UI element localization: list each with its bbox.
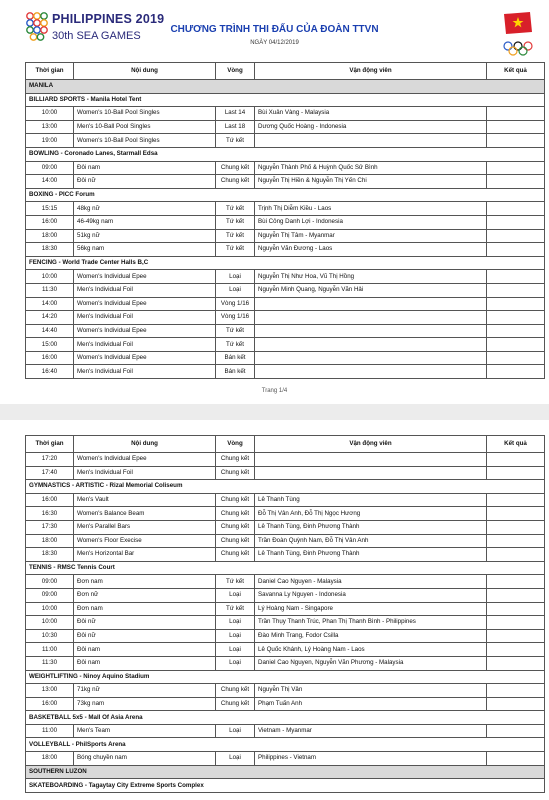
table-row [26,629,545,643]
time-cell: 17:30 [26,520,74,534]
event-cell: Women's 10-Ball Pool Singles [74,107,216,121]
venue-section-row [26,147,545,161]
table-row [26,453,545,467]
time-cell: 10:00 [26,602,74,616]
time-cell: 13:00 [26,684,74,698]
table-row [26,215,545,229]
event-cell: 46-49kg nam [74,215,216,229]
athletes-cell: Philippines - Vietnam [255,752,487,766]
round-cell: Last 14 [216,107,255,121]
round-cell: Tứ kết [216,202,255,216]
event-cell: Đôi nữ [74,616,216,630]
round-cell: Tứ kết [216,243,255,257]
page-number: Trang 1/4 [261,388,288,394]
event-cell: Đôi nam [74,643,216,657]
round-cell: Chung kết [216,175,255,189]
result-cell [487,283,545,297]
table-row [26,575,545,589]
event-cell: 71kg nữ [74,684,216,698]
region-label: MANILA [26,80,545,94]
event-cell: Đôi nam [74,161,216,175]
event-cell: Men's Horizontal Bar [74,548,216,562]
event-cell: Men's Vault [74,493,216,507]
round-cell: Loại [216,656,255,670]
event-cell: Men's Individual Foil [74,338,216,352]
round-cell: Chung kết [216,520,255,534]
table-row [26,175,545,189]
round-cell: Loại [216,283,255,297]
result-cell [487,120,545,134]
athletes-cell: Bùi Xuân Vàng - Malaysia [255,107,487,121]
table-row [26,534,545,548]
athletes-cell: Lê Thanh Tùng, Đinh Phương Thành [255,520,487,534]
round-cell: Last 18 [216,120,255,134]
time-cell: 10:30 [26,629,74,643]
athletes-cell: Nguyễn Minh Quang, Nguyễn Văn Hải [255,283,487,297]
time-cell: 10:00 [26,616,74,630]
event-cell: Đơn nữ [74,588,216,602]
round-cell: Tứ kết [216,134,255,148]
round-cell: Loại [216,588,255,602]
table-row [26,338,545,352]
round-cell: Chung kết [216,507,255,521]
result-cell [487,616,545,630]
col-result-header: Kết quả [487,63,545,80]
athletes-cell: Nguyễn Thành Phố & Huỳnh Quốc Sử Bình [255,161,487,175]
table-row [26,229,545,243]
time-cell: 11:00 [26,643,74,657]
round-cell: Chung kết [216,684,255,698]
venue-label: BILLIARD SPORTS - Manila Hotel Tent [26,93,545,107]
event-cell: Bóng chuyền nam [74,752,216,766]
event-cell: Đơn nam [74,602,216,616]
venue-section-row [26,188,545,202]
table-row [26,161,545,175]
venue-section-row [26,561,545,575]
venue-section-row [26,256,545,270]
table-row [26,602,545,616]
table-row [26,270,545,284]
col-event-header: Nội dung [74,63,216,80]
venue-label: BASKETBALL 5x5 - Mall Of Asia Arena [26,711,545,725]
table-row [26,697,545,711]
table-row [26,351,545,365]
page-header [0,0,549,62]
event-cell: Women's Individual Epee [74,297,216,311]
result-cell [487,588,545,602]
athletes-cell: Nguyễn Thị Hiền & Nguyễn Thị Yến Chi [255,175,487,189]
table-row [26,311,545,325]
col-round-header: Vòng [216,436,255,453]
venue-label: WEIGHTLIFTING - Ninoy Aquino Stadium [26,670,545,684]
event-cell: 48kg nữ [74,202,216,216]
round-cell: Chung kết [216,466,255,480]
schedule-table-2 [25,435,545,793]
time-cell: 17:40 [26,466,74,480]
logo-subtitle: 30th SEA GAMES [52,30,141,42]
table-row [26,466,545,480]
round-cell: Chung kết [216,493,255,507]
time-cell: 14:00 [26,175,74,189]
table-row [26,520,545,534]
result-cell [487,466,545,480]
table-row [26,365,545,379]
event-cell: Women's Individual Epee [74,324,216,338]
result-cell [487,107,545,121]
result-cell [487,175,545,189]
table-row [26,643,545,657]
result-cell [487,697,545,711]
round-cell: Loại [216,643,255,657]
round-cell: Loại [216,724,255,738]
result-cell [487,548,545,562]
athletes-cell: Lê Thanh Tùng, Đinh Phương Thành [255,548,487,562]
table-row [26,134,545,148]
event-cell: Men's Individual Foil [74,365,216,379]
event-cell: Đơn nam [74,575,216,589]
col-time-header: Thời gian [26,63,74,80]
time-cell: 16:00 [26,697,74,711]
round-cell: Chung kết [216,548,255,562]
athletes-cell [255,134,487,148]
athletes-cell: Trần Thụy Thanh Trúc, Phan Thị Thanh Bình - Philippines [255,616,487,630]
result-cell [487,656,545,670]
time-cell: 18:30 [26,548,74,562]
table-header-row [26,63,545,80]
round-cell: Tứ kết [216,338,255,352]
result-cell [487,575,545,589]
result-cell [487,161,545,175]
venue-label: TENNIS - RMSC Tennis Court [26,561,545,575]
time-cell: 16:30 [26,507,74,521]
time-cell: 18:00 [26,752,74,766]
venue-section-row [26,480,545,494]
time-cell: 09:00 [26,588,74,602]
venue-section-row [26,779,545,793]
table-row [26,324,545,338]
athletes-cell: Đỗ Thị Vân Anh, Đỗ Thị Ngọc Hương [255,507,487,521]
event-cell: Men's Individual Foil [74,466,216,480]
athletes-cell [255,297,487,311]
athletes-cell [255,365,487,379]
round-cell: Bán kết [216,365,255,379]
venue-label: FENCING - World Trade Center Halls B,C [26,256,545,270]
result-cell [487,202,545,216]
result-cell [487,311,545,325]
time-cell: 15:15 [26,202,74,216]
athletes-cell [255,466,487,480]
event-cell: 51kg nữ [74,229,216,243]
athletes-cell: Phạm Tuấn Anh [255,697,487,711]
result-cell [487,752,545,766]
schedule-table-1 [25,62,545,379]
athletes-cell [255,351,487,365]
result-cell [487,338,545,352]
round-cell: Tứ kết [216,215,255,229]
time-cell: 10:00 [26,270,74,284]
event-cell: 73kg nam [74,697,216,711]
result-cell [487,243,545,257]
athletes-cell: Daniel Cao Nguyen, Nguyễn Văn Phương - Malaysia [255,656,487,670]
document-title: CHƯƠNG TRÌNH THI ĐẤU CỦA ĐOÀN TTVN [170,24,379,35]
venue-label: BOXING - PICC Forum [26,188,545,202]
result-cell [487,643,545,657]
time-cell: 17:20 [26,453,74,467]
time-cell: 15:00 [26,338,74,352]
table-row [26,656,545,670]
col-athletes-header: Vận động viên [255,436,487,453]
time-cell: 16:00 [26,493,74,507]
event-cell: Đôi nữ [74,175,216,189]
result-cell [487,270,545,284]
result-cell [487,215,545,229]
event-cell: Women's Individual Epee [74,270,216,284]
region-row [26,765,545,779]
col-event-header: Nội dung [74,436,216,453]
schedule-page-2 [0,420,549,800]
event-cell: Men's Team [74,724,216,738]
athletes-cell: Dương Quốc Hoàng - Indonesia [255,120,487,134]
round-cell: Vòng 1/16 [216,311,255,325]
result-cell [487,351,545,365]
athletes-cell: Đào Minh Trang, Fodor Csilla [255,629,487,643]
event-cell: Men's Parallel Bars [74,520,216,534]
athletes-cell: Nguyễn Thị Vân [255,684,487,698]
athletes-cell: Lý Hoàng Nam - Singapore [255,602,487,616]
round-cell: Tứ kết [216,324,255,338]
time-cell: 14:00 [26,297,74,311]
time-cell: 18:00 [26,534,74,548]
table-row [26,243,545,257]
time-cell: 13:00 [26,120,74,134]
table-header-row [26,436,545,453]
result-cell [487,724,545,738]
result-cell [487,507,545,521]
athletes-cell [255,311,487,325]
table-row [26,283,545,297]
result-cell [487,520,545,534]
athletes-cell [255,338,487,352]
round-cell: Loại [216,270,255,284]
result-cell [487,324,545,338]
venue-label: BOWLING - Coronado Lanes, Starmall Edsa [26,147,545,161]
event-cell: Women's Individual Epee [74,351,216,365]
time-cell: 11:30 [26,283,74,297]
result-cell [487,629,545,643]
logo-title: PHILIPPINES 2019 [52,12,165,26]
time-cell: 11:00 [26,724,74,738]
table-row [26,297,545,311]
event-cell: Women's Individual Epee [74,453,216,467]
result-cell [487,684,545,698]
result-cell [487,297,545,311]
event-cell: Men's Individual Foil [74,283,216,297]
result-cell [487,453,545,467]
table-row [26,548,545,562]
result-cell [487,134,545,148]
athletes-cell: Nguyễn Văn Đương - Laos [255,243,487,257]
event-cell: Women's Floor Execise [74,534,216,548]
venue-label: VOLLEYBALL - PhilSports Arena [26,738,545,752]
region-row [26,80,545,94]
table-row [26,724,545,738]
time-cell: 09:00 [26,575,74,589]
venue-label: SKATEBOARDING - Tagaytay City Extreme Sports Complex [26,779,545,793]
event-cell: 56kg nam [74,243,216,257]
athletes-cell: Daniel Cao Nguyen - Malaysia [255,575,487,589]
round-cell: Chung kết [216,161,255,175]
round-cell: Tứ kết [216,602,255,616]
vietnam-olympic-flag-icon [500,10,540,60]
round-cell: Loại [216,629,255,643]
round-cell: Loại [216,616,255,630]
event-cell: Men's Individual Foil [74,311,216,325]
event-cell: Women's 10-Ball Pool Singles [74,134,216,148]
athletes-cell: Lê Thanh Tùng [255,493,487,507]
result-cell [487,602,545,616]
round-cell: Vòng 1/16 [216,297,255,311]
result-cell [487,365,545,379]
event-cell: Đôi nữ [74,629,216,643]
athletes-cell [255,453,487,467]
document-date: NGÀY 04/12/2019 [250,40,299,46]
time-cell: 19:00 [26,134,74,148]
result-cell [487,534,545,548]
event-cell: Men's 10-Ball Pool Singles [74,120,216,134]
venue-section-row [26,93,545,107]
round-cell: Loại [216,752,255,766]
time-cell: 16:40 [26,365,74,379]
round-cell: Bán kết [216,351,255,365]
athletes-cell: Nguyễn Thị Như Hoa, Vũ Thị Hồng [255,270,487,284]
table-row [26,588,545,602]
athletes-cell: Lê Quốc Khánh, Lý Hoàng Nam - Laos [255,643,487,657]
table-row [26,684,545,698]
table-row [26,616,545,630]
time-cell: 16:00 [26,351,74,365]
result-cell [487,229,545,243]
region-label: SOUTHERN LUZON [26,765,545,779]
venue-section-row [26,711,545,725]
col-round-header: Vòng [216,63,255,80]
table-row [26,752,545,766]
table-row [26,493,545,507]
table-row [26,120,545,134]
time-cell: 14:40 [26,324,74,338]
event-cell: Women's Balance Beam [74,507,216,521]
round-cell: Chung kết [216,534,255,548]
athletes-cell: Vietnam - Myanmar [255,724,487,738]
venue-section-row [26,670,545,684]
table-row [26,202,545,216]
time-cell: 14:20 [26,311,74,325]
time-cell: 18:00 [26,229,74,243]
venue-label: GYMNASTICS - ARTISTIC - Rizal Memorial Coliseum [26,480,545,494]
venue-section-row [26,738,545,752]
col-time-header: Thời gian [26,436,74,453]
athletes-cell [255,324,487,338]
time-cell: 16:00 [26,215,74,229]
athletes-cell: Savanna Ly Nguyen - Indonesia [255,588,487,602]
athletes-cell: Trần Đoàn Quỳnh Nam, Đỗ Thị Vân Anh [255,534,487,548]
table-row [26,107,545,121]
athletes-cell: Bùi Công Danh Lợi - Indonesia [255,215,487,229]
athletes-cell: Nguyễn Thị Tâm - Myanmar [255,229,487,243]
event-cell: Đôi nam [74,656,216,670]
col-athletes-header: Vận động viên [255,63,487,80]
round-cell: Tứ kết [216,229,255,243]
table-row [26,507,545,521]
round-cell: Tứ kết [216,575,255,589]
col-result-header: Kết quả [487,436,545,453]
time-cell: 11:30 [26,656,74,670]
time-cell: 18:30 [26,243,74,257]
round-cell: Chung kết [216,453,255,467]
result-cell [487,493,545,507]
time-cell: 09:00 [26,161,74,175]
athletes-cell: Trịnh Thị Diễm Kiều - Laos [255,202,487,216]
round-cell: Chung kết [216,697,255,711]
time-cell: 10:00 [26,107,74,121]
